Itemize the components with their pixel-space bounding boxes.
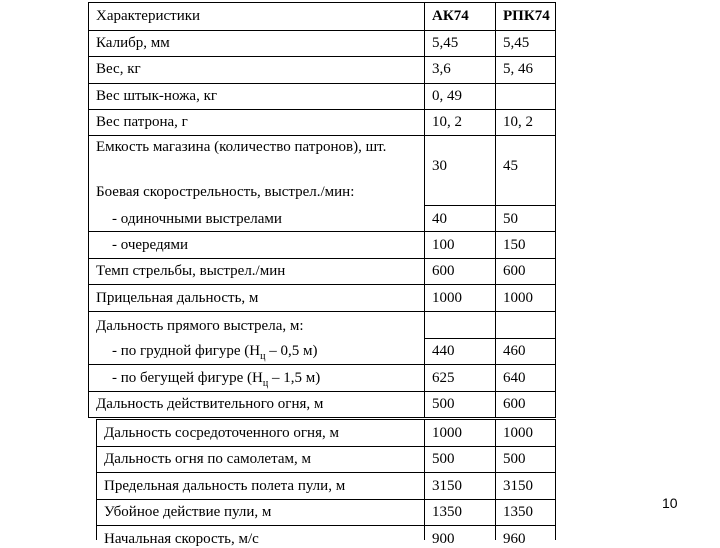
row-divider	[88, 258, 556, 259]
row-label: Вес, кг	[96, 61, 141, 77]
table-border-right	[555, 419, 556, 540]
row-label: Прицельная дальность, м	[96, 290, 259, 306]
ak-value: 3,6	[432, 61, 451, 77]
row-label: Убойное действие пули, м	[104, 504, 272, 520]
row-divider	[96, 446, 556, 447]
table-border-top	[88, 2, 556, 3]
row-divider	[88, 284, 556, 285]
row-divider	[424, 205, 556, 206]
header-rpk74: РПК74	[503, 8, 550, 24]
row-divider	[96, 525, 556, 526]
row-divider	[96, 419, 556, 420]
row-label: Начальная скорость, м/с	[104, 531, 259, 547]
column-divider	[495, 2, 496, 417]
ak-value: 3150	[432, 478, 462, 494]
ak-value: 500	[432, 451, 455, 467]
row-label: - по бегущей фигуре ($Н_ц - 1,5$ м)	[112, 370, 321, 389]
rpk-value: 1000	[503, 290, 533, 306]
slide-number: 10	[662, 495, 678, 511]
ak-value: 440	[432, 343, 455, 359]
row-label: Емкость магазина (количество патронов), шт.	[96, 139, 387, 155]
column-divider	[424, 419, 425, 540]
row-label: Вес штык-ножа, кг	[96, 88, 218, 104]
rpk-value: 10, 2	[503, 114, 533, 130]
rpk-value: 460	[503, 343, 526, 359]
ak-value: 30	[432, 158, 447, 174]
rpk-value: 5,45	[503, 35, 530, 51]
header-characteristics: Характеристики	[96, 8, 201, 24]
row-divider	[88, 231, 556, 232]
row-label: Дальность действительного огня, м	[96, 396, 324, 412]
rpk-value: 50	[503, 211, 518, 227]
table-border-left	[88, 2, 89, 417]
group-title: Боевая скорострельность, выстрел./мин:	[96, 184, 355, 200]
ak-value: 100	[432, 237, 455, 253]
row-label: Дальность сосредоточенного огня, м	[104, 425, 339, 441]
table-border-right	[555, 2, 556, 417]
ak-value: 1350	[432, 504, 462, 520]
row-divider	[88, 109, 556, 110]
row-label: Предельная дальность полета пули, м	[104, 478, 346, 494]
row-divider	[96, 499, 556, 500]
row-label: Дальность огня по самолетам, м	[104, 451, 311, 467]
row-divider	[88, 83, 556, 84]
ak-value: 5,45	[432, 35, 459, 51]
row-label: - одиночными выстрелами	[112, 211, 282, 227]
row-divider	[96, 472, 556, 473]
rpk-value: 600	[503, 263, 526, 279]
row-divider	[88, 391, 556, 392]
column-divider	[495, 419, 496, 540]
rpk-value: 640	[503, 370, 526, 386]
header-ak74: АК74	[432, 8, 469, 24]
rpk-value: 3150	[503, 478, 533, 494]
ak-value: 625	[432, 370, 455, 386]
rpk-value: 1350	[503, 504, 533, 520]
table-border-left	[96, 419, 97, 540]
row-divider	[88, 135, 556, 136]
ak-value: 900	[432, 531, 455, 547]
rpk-value: 45	[503, 158, 518, 174]
column-divider	[424, 2, 425, 417]
row-divider	[88, 30, 556, 31]
ak-value: 1000	[432, 290, 462, 306]
row-label: Темп стрельбы, выстрел./мин	[96, 263, 286, 279]
row-label: Калибр, мм	[96, 35, 170, 51]
row-divider	[88, 311, 556, 312]
ak-value: 40	[432, 211, 447, 227]
rpk-value: 1000	[503, 425, 533, 441]
group-title: Дальность прямого выстрела, м:	[96, 318, 304, 334]
row-divider	[88, 56, 556, 57]
row-divider	[424, 338, 556, 339]
rpk-value: 600	[503, 396, 526, 412]
ak-value: 1000	[432, 425, 462, 441]
rpk-value: 960	[503, 531, 526, 547]
ak-value: 0, 49	[432, 88, 462, 104]
row-label: - по грудной фигуре ($Н_ц - 0,5$ м)	[112, 343, 318, 362]
rpk-value: 5, 46	[503, 61, 533, 77]
row-divider	[88, 364, 556, 365]
rpk-value: 150	[503, 237, 526, 253]
ak-value: 10, 2	[432, 114, 462, 130]
ak-value: 600	[432, 263, 455, 279]
ak-value: 500	[432, 396, 455, 412]
row-label: Вес патрона, г	[96, 114, 188, 130]
row-divider	[88, 417, 556, 418]
row-label: - очередями	[112, 237, 189, 253]
rpk-value: 500	[503, 451, 526, 467]
